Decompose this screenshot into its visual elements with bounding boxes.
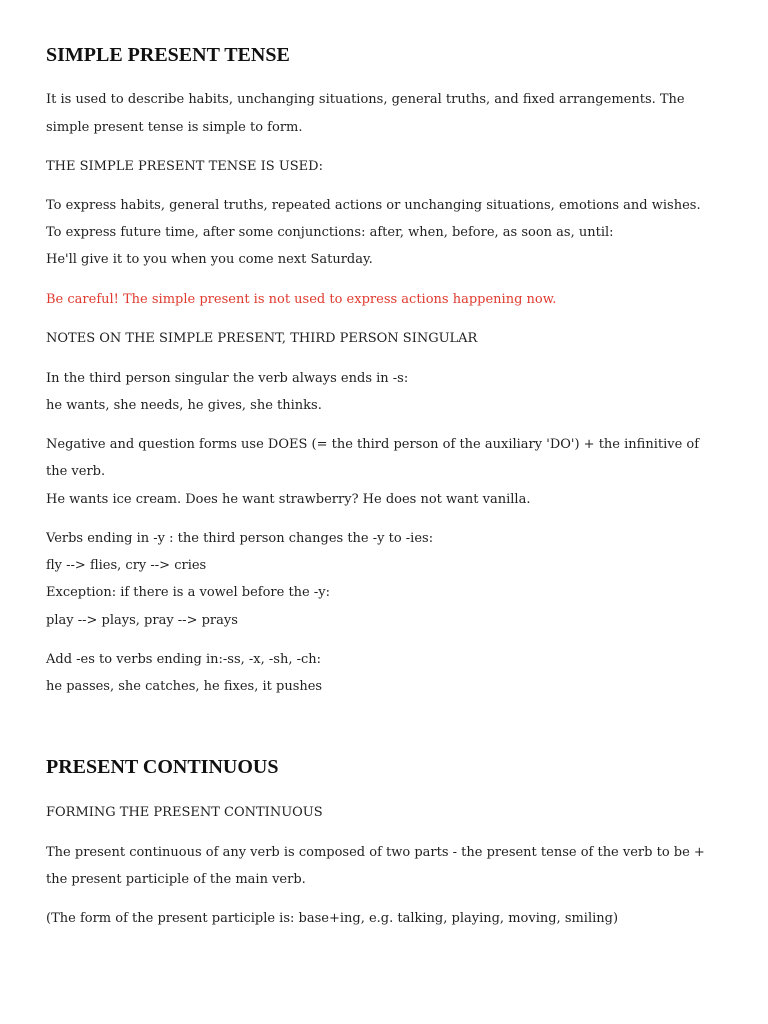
section-heading-simple-present: SIMPLE PRESENT TENSE (46, 44, 290, 66)
intro-line-2: simple present tense is simple to form. (46, 120, 303, 135)
composition-line-1: The present continuous of any verb is composed of two parts - the present tense of the verb to be + (46, 845, 705, 860)
y-example: fly --> flies, cry --> cries (46, 558, 207, 573)
exception-example: play --> plays, pray --> prays (46, 613, 238, 628)
third-person-rule: In the third person singular the verb always ends in -s: (46, 371, 409, 386)
used-heading: THE SIMPLE PRESENT TENSE IS USED: (46, 159, 323, 174)
use-example: He'll give it to you when you come next Saturday. (46, 252, 373, 267)
composition-line-2: the present participle of the main verb. (46, 872, 306, 887)
use-line-2: To express future time, after some conjunctions: after, when, before, as soon as, until: (46, 225, 614, 240)
y-rule: Verbs ending in -y : the third person changes the -y to -ies: (46, 531, 434, 546)
third-person-example: he wants, she needs, he gives, she thinks. (46, 398, 322, 413)
es-rule: Add -es to verbs ending in:-ss, -x, -sh, -ch: (46, 652, 322, 667)
forming-heading: FORMING THE PRESENT CONTINUOUS (46, 805, 323, 820)
participle-note: (The form of the present participle is: base+ing, e.g. talking, playing, moving, smiling) (46, 911, 619, 926)
intro-line-1: It is used to describe habits, unchanging situations, general truths, and fixed arrangements. The (46, 92, 685, 107)
negative-rule-line-1: Negative and question forms use DOES (= the third person of the auxiliary 'DO') + the infinitive of (46, 437, 700, 452)
section-heading-present-continuous: PRESENT CONTINUOUS (46, 756, 279, 778)
use-line-1: To express habits, general truths, repeated actions or unchanging situations, emotions and wishes. (46, 198, 701, 213)
warning-note: Be careful! The simple present is not used to express actions happening now. (46, 292, 557, 307)
negative-rule-line-2: the verb. (46, 464, 106, 479)
negative-example: He wants ice cream. Does he want strawberry? He does not want vanilla. (46, 492, 531, 507)
notes-heading: NOTES ON THE SIMPLE PRESENT, THIRD PERSON SINGULAR (46, 331, 478, 346)
es-example: he passes, she catches, he fixes, it pushes (46, 679, 323, 694)
exception-rule: Exception: if there is a vowel before the -y: (46, 585, 331, 600)
